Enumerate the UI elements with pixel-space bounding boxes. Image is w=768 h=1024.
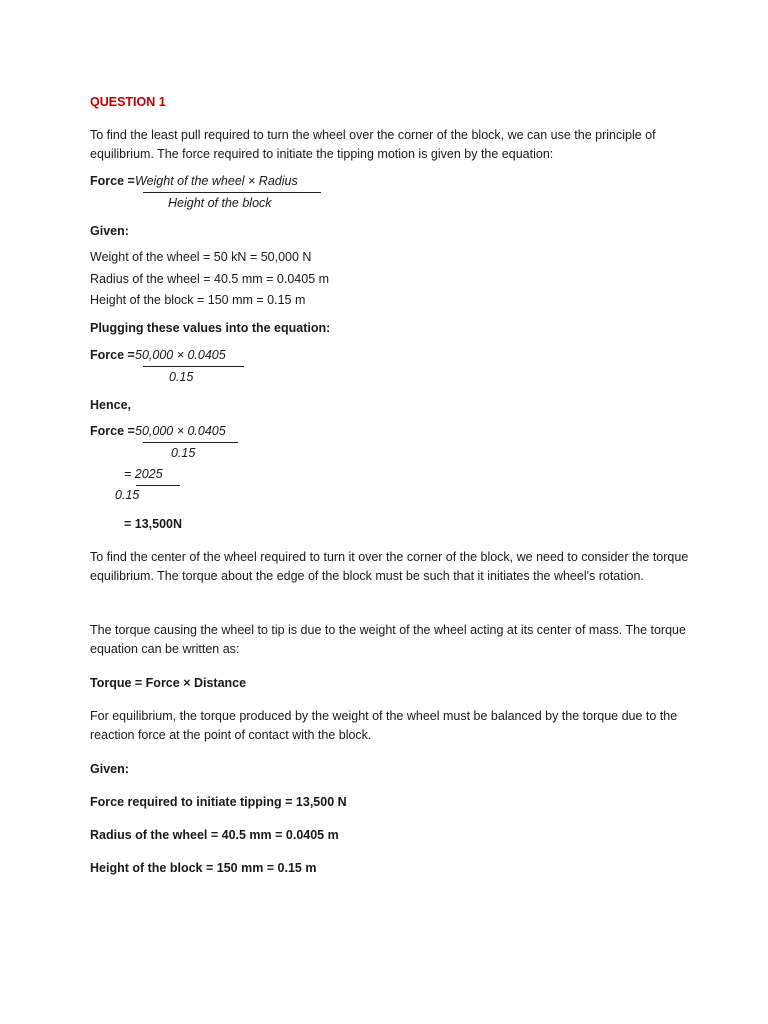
given-line-weight: Weight of the wheel = 50 kN = 50,000 N <box>90 250 312 264</box>
plugging-heading: Plugging these values into the equation: <box>90 321 331 335</box>
formula3-fraction-bar <box>143 442 238 443</box>
torque-paragraph: The torque causing the wheel to tip is due to the weight of the wheel acting at its center of mass. The torque equation can be written as: <box>90 623 686 656</box>
formula2-denominator: 0.15 <box>169 370 194 384</box>
formula3-step-numerator: = 2025 <box>124 467 163 481</box>
given-bold-force: Force required to initiate tipping = 13,500 N <box>90 795 347 809</box>
formula3-label: Force = <box>90 424 135 438</box>
given-bold-height: Height of the block = 150 mm = 0.15 m <box>90 861 317 875</box>
given-heading: Given: <box>90 224 129 238</box>
formula1-fraction-bar <box>143 192 321 193</box>
formula3-numerator: 50,000 × 0.0405 <box>135 424 226 438</box>
intro-paragraph: To find the least pull required to turn the wheel over the corner of the block, we can use the principle of equilibrium. The force required to initiate the tipping motion is given by the equation: <box>90 128 656 161</box>
formula2-label: Force = <box>90 348 135 362</box>
given-line-radius: Radius of the wheel = 40.5 mm = 0.0405 m <box>90 272 330 286</box>
formula1-denominator: Height of the block <box>168 196 272 210</box>
formula3-result: = 13,500N <box>124 517 183 531</box>
formula3-denominator: 0.15 <box>171 446 196 460</box>
formula1-label: Force = <box>90 174 135 188</box>
torque-equation: Torque = Force × Distance <box>90 676 247 690</box>
given-line-height: Height of the block = 150 mm = 0.15 m <box>90 293 306 307</box>
hence-label: Hence, <box>90 398 131 412</box>
formula2-numerator: 50,000 × 0.0405 <box>135 348 226 362</box>
question-heading: QUESTION 1 <box>90 95 166 109</box>
formula1-numerator: Weight of the wheel × Radius <box>135 174 298 188</box>
equilibrium-paragraph: For equilibrium, the torque produced by the weight of the wheel must be balanced by the torque due to the reaction force at the point of contact with the block. <box>90 709 678 742</box>
formula2-fraction-bar <box>143 366 244 367</box>
formula3-step-denominator: 0.15 <box>115 488 140 502</box>
center-paragraph: To find the center of the wheel required to turn it over the corner of the block, we need to consider the torque equilibrium. The torque about the edge of the block must be such that it initiates the wheel's rotation. <box>90 550 689 583</box>
formula3-step-fraction-bar <box>136 485 180 486</box>
given-bold-radius: Radius of the wheel = 40.5 mm = 0.0405 m <box>90 828 339 842</box>
given-heading-2: Given: <box>90 762 129 776</box>
